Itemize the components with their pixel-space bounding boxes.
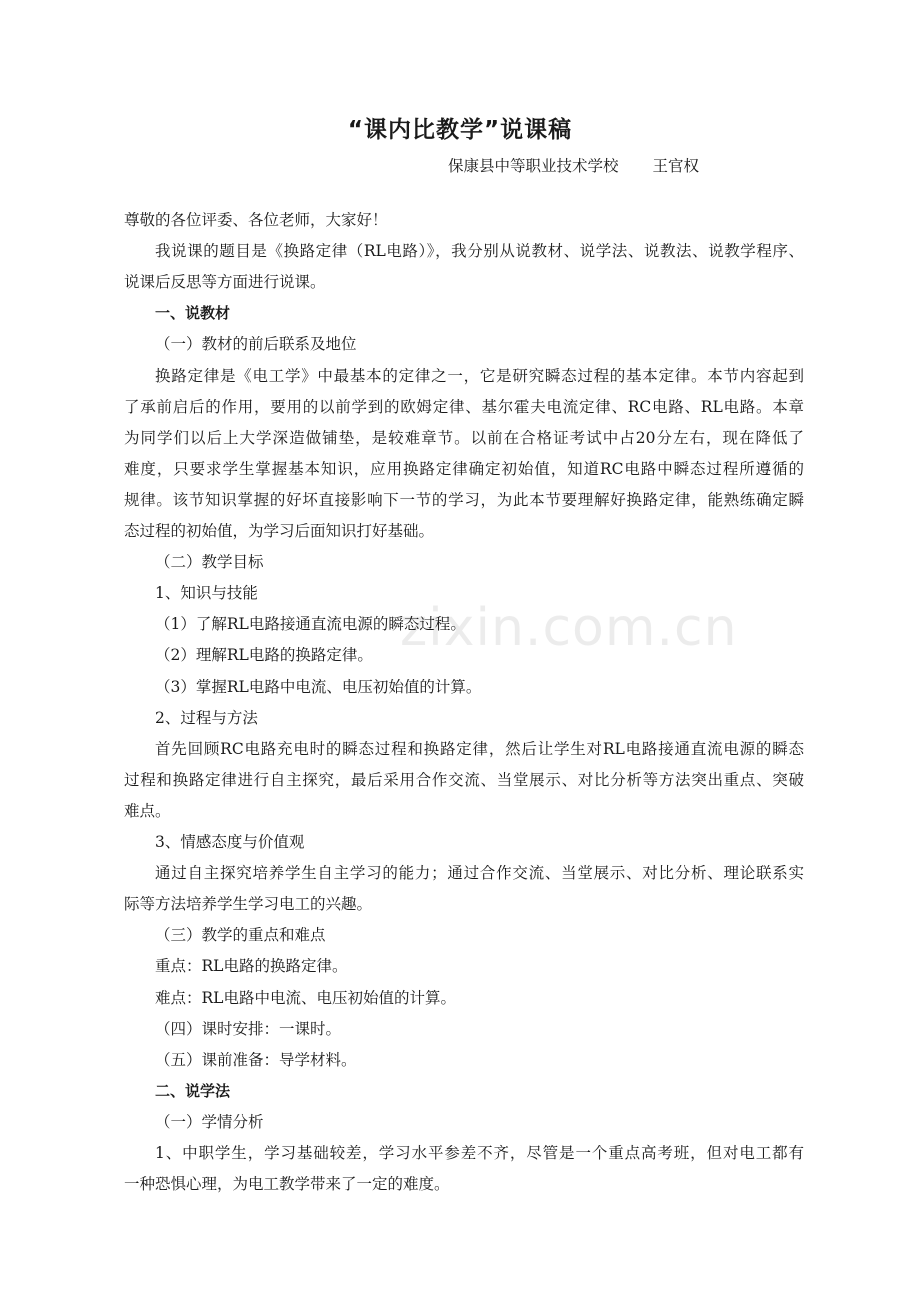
body-line: 了承前启后的作用，要用的以前学到的欧姆定律、基尔霍夫电流定律、RC电路、RL电路。本章 <box>124 397 804 416</box>
body-line: 尊敬的各位评委、各位老师，大家好！ <box>124 211 388 229</box>
body-line: 难度，只要求学生掌握基本知识，应用换路定律确定初始值，知道RC电路中瞬态过程所遵循的 <box>124 459 804 478</box>
byline <box>448 152 699 180</box>
body-line: 说课后反思等方面进行说课。 <box>124 273 326 292</box>
body-line: （1）了解RL电路接通直流电源的瞬态过程。 <box>155 615 466 634</box>
body-line: 3、情感态度与价值观 <box>155 833 305 851</box>
body-line: 换路定律是《电工学》中最基本的定律之一，它是研究瞬态过程的基本定律。本节内容起到 <box>155 366 804 385</box>
body-line: （三）教学的重点和难点 <box>155 926 326 945</box>
body-line: 重点：RL电路的换路定律。 <box>155 957 348 976</box>
body-line: 为同学们以后上大学深造做铺垫，是较难章节。以前在合格证考试中占20分左右，现在降低了 <box>124 428 804 447</box>
body-line: 首先回顾RC电路充电时的瞬态过程和换路定律，然后让学生对RL电路接通直流电源的瞬态 <box>155 739 804 758</box>
body-line: 难点：RL电路中电流、电压初始值的计算。 <box>155 988 456 1007</box>
body-line: （二）教学目标 <box>155 553 264 572</box>
body-line: （一）学情分析 <box>155 1112 264 1131</box>
body-line: 规律。该节知识掌握的好坏直接影响下一节的学习，为此本节要理解好换路定律，能熟练确定瞬 <box>124 490 804 509</box>
body-line: 1、知识与技能 <box>155 584 258 603</box>
author-name: 王官权 <box>652 157 700 175</box>
body-line: 2、过程与方法 <box>155 708 258 727</box>
body-line: 际等方法培养学生学习电工的兴趣。 <box>124 895 373 914</box>
section-heading: 二、说学法 <box>155 1081 231 1100</box>
body-line: （四）课时安排：一课时。 <box>155 1019 342 1038</box>
body-line: （2）理解RL电路的换路定律。 <box>155 646 373 665</box>
body-line: 一种恐惧心理，为电工教学带来了一定的难度。 <box>124 1175 450 1194</box>
body-line: （3）掌握RL电路中电流、电压初始值的计算。 <box>155 677 482 696</box>
body-line: 难点。 <box>124 801 171 820</box>
body-line: 态过程的初始值，为学习后面知识打好基础。 <box>124 522 435 540</box>
body-line: 过程和换路定律进行自主探究，最后采用合作交流、当堂展示、对比分析等方法突出重点、突破 <box>124 770 804 789</box>
watermark: zixin.com.cn <box>400 598 738 658</box>
body-line: （一）教材的前后联系及地位 <box>155 335 357 354</box>
body-line: （五）课前准备：导学材料。 <box>155 1050 357 1069</box>
document-title: “课内比教学”说课稿 <box>347 117 573 143</box>
body-line: 我说课的题目是《换路定律（RL电路）》，我分别从说教材、说学法、说教法、说教学程序、 <box>155 242 804 261</box>
body-line: 1、中职学生，学习基础较差，学习水平参差不齐，尽管是一个重点高考班，但对电工都有 <box>155 1144 804 1162</box>
section-heading: 一、说教材 <box>155 304 231 323</box>
body-line: 通过自主探究培养学生自主学习的能力；通过合作交流、当堂展示、对比分析、理论联系实 <box>155 864 804 883</box>
school-name: 保康县中等职业技术学校 <box>448 157 619 175</box>
